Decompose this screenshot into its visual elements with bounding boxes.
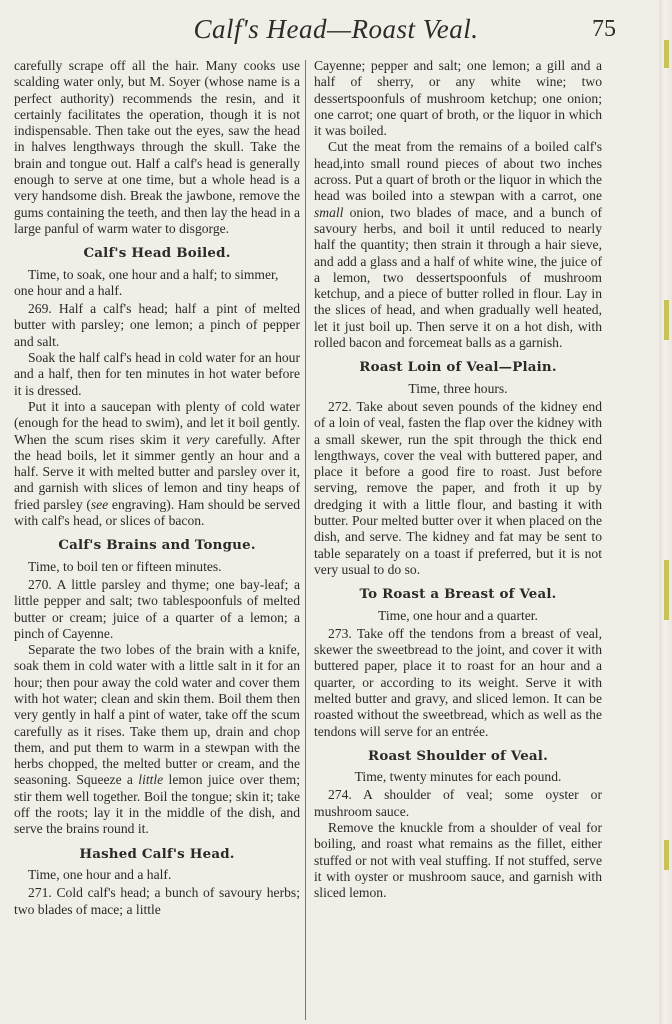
heading-roast-loin: Roast Loin of Veal—Plain. <box>359 359 557 376</box>
heading-calfs-brains: Calf's Brains and Tongue. <box>58 537 256 554</box>
running-header <box>0 14 672 54</box>
emphasis: small <box>314 204 344 220</box>
heading-roast-breast: To Roast a Breast of Veal. <box>359 586 557 603</box>
page-edge <box>659 0 672 1024</box>
recipe-271-method <box>314 139 602 351</box>
recipe-272-method: 272. Take about seven pounds of the kidney end of a loin of veal, fasten the flap over the kidney with a small skewer, run the spit through the thick end lengthways, cover the veal with buttered paper, and place it before a good fire to roast. Just before serving, remove the paper, and froth it up by dredging it with a little flour, and basting it with butter. Pour melted butter over it when placed on the dish, and serve. The kidney and fat may be sent to table separately on a toast if preferred, but it is not very usual to do so. <box>314 398 602 577</box>
recipe-270-method <box>14 642 300 838</box>
edge-stain <box>664 560 669 620</box>
text-run: Cut the meat from the remains of a boiled calf's head,into small round pieces of about two inches across. Put a quart of broth or the liquor in which the head was boiled into a stewpan with a carrot, one <box>314 139 602 204</box>
edge-stain <box>664 840 669 870</box>
heading-hashed-calfs-head: Hashed Calf's Head. <box>79 845 235 862</box>
recipe-269-ingredients: 269. Half a calf's head; half a pint of melted butter with parsley; one lemon; a pinch of pepper and salt. <box>14 301 300 349</box>
recipe-274-method: Remove the knuckle from a shoulder of veal for boiling, and roast what remains as the fillet, either stuffed or not with veal stuffing. If not stuffed, serve it with oyster or mushroom sauce, and garnish with sliced lemon. <box>314 820 602 901</box>
column-divider <box>305 60 306 1020</box>
recipe-273-method: 273. Take off the tendons from a breast of veal, skewer the sweetbread to the joint, and cover it with buttered paper, place it to roast for an hour and a quarter, or according to its weight. Serve it with melted butter and gravy, and sliced lemon. It can be roasted without the sweetbread, which as well as the tendons will serve for an entrée. <box>314 625 602 739</box>
right-column <box>314 58 602 902</box>
emphasis: little <box>138 772 164 788</box>
text-run: Put it into a saucepan with plenty of cold water (enough for the head to swim), and let it boil gently. When the scum rises skim it <box>14 398 300 447</box>
recipe-271-ingredients-cont: Cayenne; pepper and salt; one lemon; a gill and a half of sherry, or any white wine; two dessertspoonfuls of mushroom ketchup; one onion; one carrot; one quart of broth, or the liquor in which it was boiled. <box>314 58 602 139</box>
heading-calfs-head-boiled: Calf's Head Boiled. <box>83 245 231 262</box>
time-roast-shoulder: Time, twenty minutes for each pound. <box>354 769 562 785</box>
text-run: Separate the two lobes of the brain with a knife, soak them in cold water with a little salt in it for an hour; then pour away the cold water and cover them with hot water; clean and skin them. Boil them then very gently in half a pint of water, take off the scum carefully as it rises. Take them up, drain and chop them, and put them to warm in a stewpan with the herbs chopped, the melted butter or cream, and the seasoning. Squeeze a <box>14 642 300 788</box>
page-number: 75 <box>592 16 616 42</box>
edge-stain <box>664 300 669 340</box>
time-calfs-head-boiled: Time, to soak, one hour and a half; to simmer, one hour and a half. <box>14 266 279 298</box>
text-run: onion, two blades of mace, and a bunch of savoury herbs, and boil it until reduced to nearly half the quantity; then strain it through a hair sieve, and add a glass and a half of white wine, the juice of a lemon, two dessertspoonfuls of mushroom ketchup, and a piece of butter rolled in flour. Lay in the slices of head, and when gradually well heated, let it just boil up. Then serve it on a hot dish, with rolled bacon and forcemeat balls as a garnish. <box>314 204 602 351</box>
text-run: engraving). Ham should be served with calf's head, or slices of bacon. <box>14 496 300 529</box>
text-run: lemon juice over them; stir them well together. Boil the tongue; skin it; take off the roots; lay it in the middle of the dish, and serve the brains round it. <box>14 772 300 837</box>
recipe-274-ingredients: 274. A shoulder of veal; some oyster or mushroom sauce. <box>314 787 602 819</box>
running-title: Calf's Head—Roast Veal. <box>193 14 479 44</box>
emphasis: see <box>90 496 109 512</box>
recipe-270-ingredients: 270. A little parsley and thyme; one bay-leaf; a little pepper and salt; two tablespoonfuls of melted butter or cream; juice of a quarter of a lemon; a pinch of Cayenne. <box>14 576 300 641</box>
text-run: carefully. After the head boils, let it simmer gently an hour and a half. Serve it with melted butter and parsley over it, and garnish with slices of lemon and tiny heaps of fried parsley ( <box>14 431 300 512</box>
heading-roast-shoulder: Roast Shoulder of Veal. <box>368 747 548 764</box>
recipe-269-method <box>14 399 300 529</box>
recipe-269-soak: Soak the half calf's head in cold water for an hour and a half, then for ten minutes in hot water before it is dressed. <box>14 350 300 398</box>
time-calfs-brains: Time, to boil ten or fifteen minutes. <box>28 558 222 574</box>
emphasis: very <box>186 431 210 447</box>
left-column <box>14 58 300 918</box>
time-roast-breast: Time, one hour and a quarter. <box>378 607 538 623</box>
edge-stain <box>664 40 669 68</box>
time-roast-loin: Time, three hours. <box>408 380 508 396</box>
intro-paragraph: carefully scrape off all the hair. Many cooks use scalding water only, but M. Soyer (whose name is a perfect authority) recommends the resin, and it certainly facilitates the operation, though it is not indispensable. Then take out the eyes, saw the head in halves lengthways through the skull. Take the brain and tongue out. Half a calf's head is generally enough to serve at one time, but a whole head is a very handsome dish. Break the jawbone, remove the gums containing the teeth, and then lay the head in a large panful of warm water to disgorge. <box>14 58 300 236</box>
time-hashed-calfs-head: Time, one hour and a half. <box>28 866 172 882</box>
recipe-271-ingredients: 271. Cold calf's head; a bunch of savoury herbs; two blades of mace; a little <box>14 885 300 917</box>
